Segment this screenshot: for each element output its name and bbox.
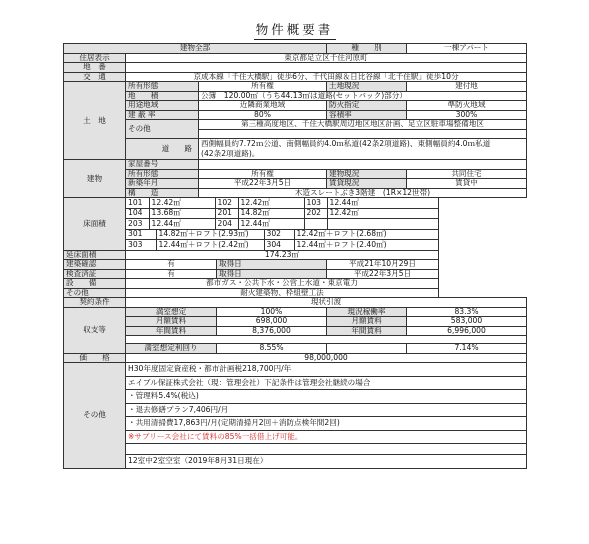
building-structure-value: 木造スレートぶき3階建 (1R×12世帯) — [199, 188, 527, 198]
income-yield-full: 8.55% — [217, 344, 327, 354]
building-built-label: 新築年月 — [126, 179, 199, 189]
contract-row — [64, 298, 527, 308]
income-spacer — [126, 336, 527, 344]
unit-area: 12.44㎡ — [149, 219, 215, 229]
building-inspect-date-label: 取得日 — [217, 269, 327, 279]
unit-row — [126, 230, 439, 240]
other-row — [64, 455, 527, 469]
unit-number: 301 — [126, 230, 156, 240]
income-value: 698,000 — [217, 317, 327, 327]
building-inspect-date-value: 平成22年3月5日 — [327, 269, 439, 279]
other-row — [64, 376, 527, 390]
unit-number: 101 — [126, 198, 149, 208]
transport-value: 京成本線「千住大橋駅」徒歩6分、千代田線＆日比谷線「北千住駅」徒歩10分 — [126, 72, 527, 82]
unit-area: 12.44㎡＋ロフト(2.40㎡) — [294, 240, 439, 250]
other-line: H30年度固定資産税・都市計画税218,700円/年 — [126, 363, 527, 377]
unit-area: 12.42㎡ — [149, 198, 215, 208]
land-bcr-row — [64, 110, 527, 120]
unit-number: 103 — [304, 198, 327, 208]
floor-area-row — [64, 198, 527, 209]
floor-area-row — [64, 229, 527, 240]
land-area-value: 公簿 120.00㎡（うち44.13㎡は道路(セットバック)部分） — [199, 91, 527, 101]
other-line: エイブル保証株式会社（現：管理会社）下記条件は管理会社継続の場合 — [126, 376, 527, 390]
unit-area: 12.42㎡ — [238, 198, 304, 208]
unit-area: 12.44㎡＋ロフト(2.42㎡) — [156, 240, 264, 250]
property-table — [63, 43, 527, 469]
other-line: ・退去修繕プラン7,406円/月 — [126, 403, 527, 417]
building-status-value: 共同住宅 — [407, 169, 527, 179]
land-section-label: 土 地 — [64, 82, 126, 160]
income-label: 月額賃料 — [126, 317, 217, 327]
unit-number: 202 — [304, 209, 327, 219]
floor-area-row — [64, 219, 527, 230]
income-section-label: 収支等 — [64, 307, 126, 353]
land-other-label: その他 — [126, 120, 199, 139]
building-confirm-date-label: 取得日 — [217, 260, 327, 270]
income-label: 月額賃料 — [327, 317, 407, 327]
floor-area-grid — [126, 198, 439, 208]
unit-area: 12.42㎡ — [327, 209, 439, 219]
floor-area-label: 床面積 — [64, 198, 126, 251]
unit-area: 12.44㎡ — [238, 219, 304, 229]
type-value: 一棟アパート — [407, 44, 527, 54]
building-other-value: 耐火建築物、枠組壁工法 — [126, 288, 439, 298]
building-confirm-label: 建築確認 — [64, 260, 126, 270]
address-row — [64, 53, 527, 63]
type-label: 種 別 — [327, 44, 407, 54]
floor-area-grid-cell — [126, 229, 439, 240]
building-form-value: 所有権 — [199, 169, 327, 179]
unit-number: 303 — [126, 240, 156, 250]
building-structure-label: 構 造 — [126, 188, 199, 198]
building-total-label: 延床面積 — [64, 250, 126, 260]
building-confirm-row — [64, 260, 527, 270]
income-value: 83.3% — [407, 307, 527, 317]
other-line: ・共用清掃費17,863円/月(定期清掃月2回＋消防点検年間2回) — [126, 417, 527, 431]
unit-number: 102 — [215, 198, 238, 208]
floor-area-grid-cell — [126, 240, 439, 251]
building-built-row — [64, 179, 527, 189]
price-row — [64, 353, 527, 363]
land-far-value: 300% — [407, 110, 527, 120]
building-number-value — [199, 160, 527, 170]
unit-row — [126, 198, 439, 208]
building-form-label: 所有形態 — [126, 169, 199, 179]
building-status-label: 建物現況 — [327, 169, 407, 179]
other-row — [64, 430, 527, 444]
floor-area-grid-cell — [126, 219, 439, 230]
land-form-row — [64, 82, 527, 92]
land-fire-label: 防火指定 — [327, 101, 407, 111]
land-zone-value: 近隣商業地域 — [199, 101, 327, 111]
floor-area-grid — [126, 219, 439, 229]
unit-row — [126, 240, 439, 250]
unit-area: 12.42㎡＋ロフト(2.68㎡) — [294, 230, 439, 240]
building-rent-value: 賃貸中 — [407, 179, 527, 189]
land-road-value — [199, 139, 527, 160]
income-yield-row — [64, 344, 527, 354]
land-road-line-1: 西側幅員約7.72ｍ公道、南側幅員約4.0ｍ私道(42条2項道路)、東側幅員約4.0ｍ私道 — [201, 139, 491, 148]
title-underline — [254, 39, 336, 40]
address-value: 東京都足立区千住河原町 — [126, 53, 527, 63]
unit-area-empty — [327, 219, 439, 229]
building-total-value: 174.23㎡ — [126, 250, 439, 260]
other-note-line: ※サブリース会社にて賃料の85%一括借上げ可能。 — [126, 430, 527, 444]
income-full-row — [64, 307, 527, 317]
unit-number: 204 — [215, 219, 238, 229]
floor-area-grid — [126, 240, 439, 250]
income-annual-row — [64, 326, 527, 336]
building-rent-label: 賃貸現況 — [327, 179, 407, 189]
other-row — [64, 390, 527, 404]
income-label: 満室想定 — [126, 307, 217, 317]
price-value: 98,000,000 — [126, 353, 527, 363]
floor-area-grid — [126, 209, 439, 219]
building-inspect-label: 検査済証 — [64, 269, 126, 279]
income-label: 現況稼働率 — [327, 307, 407, 317]
unit-number: 104 — [126, 209, 149, 219]
land-bcr-label: 建 蔽 率 — [126, 110, 199, 120]
floor-area-grid-cell — [126, 208, 439, 219]
land-far-label: 容積率 — [327, 110, 407, 120]
income-value: 6,996,000 — [407, 326, 527, 336]
income-monthly-row — [64, 317, 527, 327]
unit-row — [126, 219, 439, 229]
document-title: 物件概要書 — [255, 22, 334, 37]
unit-area: 14.82㎡ — [238, 209, 304, 219]
top-row — [64, 44, 527, 54]
land-zone-row — [64, 101, 527, 111]
land-area-label: 地 積 — [126, 91, 199, 101]
building-form-row — [64, 169, 527, 179]
income-value: 583,000 — [407, 317, 527, 327]
land-other-value: 第三種高度地区、千住大橋駅周辺地区地区計画、足立区駐車場整備地区 — [199, 120, 527, 130]
land-area-row — [64, 91, 527, 101]
building-number-row — [64, 160, 527, 170]
building-facility-value: 都市ガス・公共下水・公営上水道・東京電力 — [126, 279, 439, 289]
unit-number: 304 — [264, 240, 294, 250]
other-spacer — [126, 444, 527, 455]
land-road-label: 道 路 — [126, 139, 199, 160]
unit-area: 12.44㎡ — [327, 198, 439, 208]
land-other-blank — [199, 129, 527, 139]
building-all-label: 建物全部 — [64, 44, 327, 54]
other-section-label: その他 — [64, 363, 126, 469]
unit-area: 14.82㎡＋ロフト(2.93㎡) — [156, 230, 264, 240]
land-form-value: 所有権 — [199, 82, 327, 92]
building-facility-row — [64, 279, 527, 289]
building-inspect-value: 有 — [126, 269, 217, 279]
land-fire-value: 準防火地域 — [407, 101, 527, 111]
income-yield-label: 満室想定利回り — [126, 344, 217, 354]
land-zone-label: 用途地域 — [126, 101, 199, 111]
floor-area-grid — [126, 230, 439, 240]
building-inspect-row — [64, 269, 527, 279]
price-label: 価 格 — [64, 353, 126, 363]
unit-number-empty — [304, 219, 327, 229]
building-confirm-value: 有 — [126, 260, 217, 270]
income-label: 年間賃料 — [327, 326, 407, 336]
unit-number: 203 — [126, 219, 149, 229]
lot-label: 地 番 — [64, 63, 126, 73]
unit-row — [126, 209, 439, 219]
lot-value — [126, 63, 527, 73]
land-status-value: 建付地 — [407, 82, 527, 92]
contract-value: 現状引渡 — [126, 298, 527, 308]
floor-area-grid-cell — [126, 198, 439, 209]
building-section-label: 建物 — [64, 160, 126, 198]
building-number-label: 家屋番号 — [126, 160, 199, 170]
land-form-label: 所有形態 — [126, 82, 199, 92]
other-row — [64, 363, 527, 377]
land-road-row — [64, 139, 527, 160]
transport-label: 交 通 — [64, 72, 126, 82]
address-label: 住居表示 — [64, 53, 126, 63]
building-confirm-date-value: 平成21年10月29日 — [327, 260, 439, 270]
land-bcr-value: 80% — [199, 110, 327, 120]
other-spacer-row — [64, 444, 527, 455]
transport-row — [64, 72, 527, 82]
unit-number: 302 — [264, 230, 294, 240]
income-value: 100% — [217, 307, 327, 317]
income-value: 8,376,000 — [217, 326, 327, 336]
lot-row — [64, 63, 527, 73]
floor-area-row — [64, 240, 527, 251]
income-yield-blank — [327, 344, 407, 354]
unit-area: 13.68㎡ — [149, 209, 215, 219]
building-other-row — [64, 288, 527, 298]
land-other-row — [64, 120, 527, 130]
contract-label: 契約条件 — [64, 298, 126, 308]
unit-number: 201 — [215, 209, 238, 219]
income-spacer-row — [64, 336, 527, 344]
building-other-label: その他 — [64, 288, 126, 298]
other-line: ・管理料5.4%(税込) — [126, 390, 527, 404]
building-total-row — [64, 250, 527, 260]
land-road-line-2: (42条2項道路)。 — [201, 149, 260, 158]
other-line: 12室中2室空室（2019年8月31日現在） — [126, 455, 527, 469]
income-label: 年間賃料 — [126, 326, 217, 336]
income-yield-current: 7.14% — [407, 344, 527, 354]
building-facility-label: 設 備 — [64, 279, 126, 289]
other-row — [64, 403, 527, 417]
land-status-label: 土地現況 — [327, 82, 407, 92]
building-structure-row — [64, 188, 527, 198]
other-row — [64, 417, 527, 431]
building-built-value: 平成22年3月5日 — [199, 179, 327, 189]
floor-area-row — [64, 208, 527, 219]
